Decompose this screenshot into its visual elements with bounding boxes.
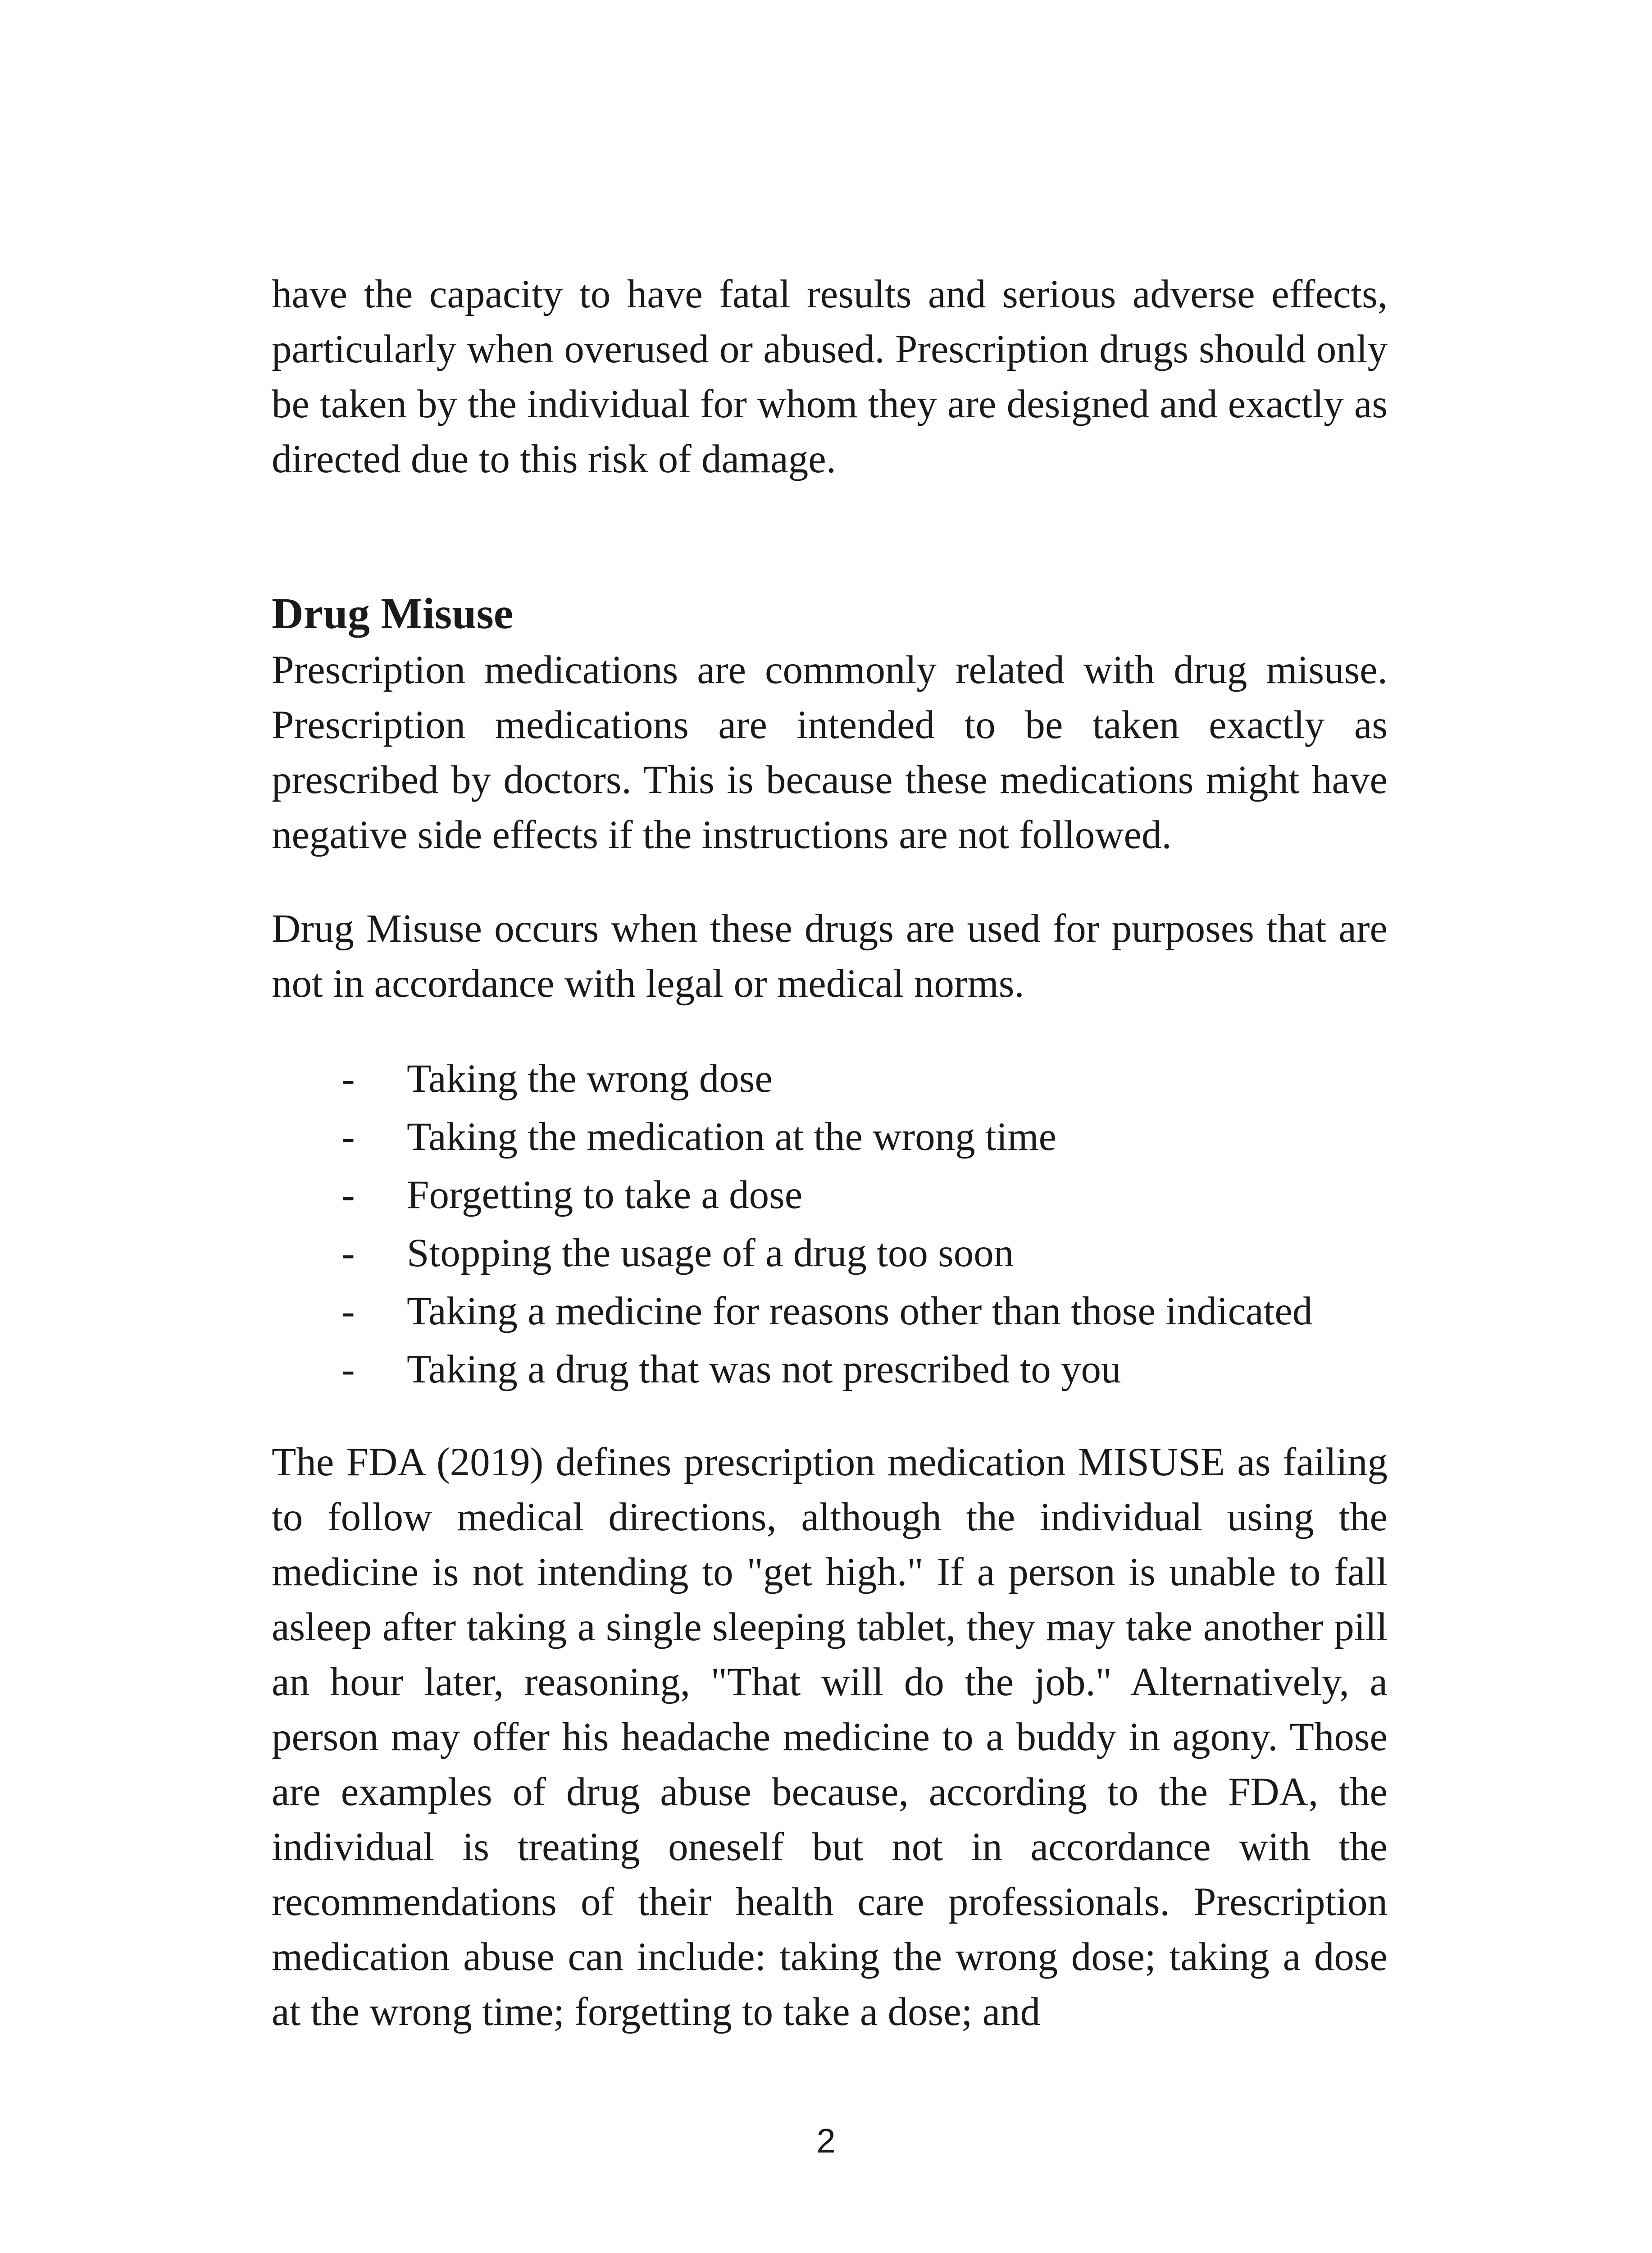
list-item bbox=[272, 1108, 1388, 1166]
list-item bbox=[272, 1050, 1388, 1108]
section-heading: Drug Misuse bbox=[272, 589, 514, 638]
list-item-text: Taking the wrong dose bbox=[407, 1057, 773, 1101]
list-bullet: - bbox=[341, 1347, 355, 1391]
list-item-text: Taking the medication at the wrong time bbox=[407, 1115, 1057, 1159]
fda-paragraph: The FDA (2019) defines prescription medication MISUSE as failing to follow medical directions, although the individual using the medicine is not intending to "get high." If a person is unable to fall asleep after taking a single sleeping tablet, they may take another pill an hour later, reasoning, "That will do the job." Alternatively, a person may offer his headache medicine to a buddy in agony. Those are examples of drug abuse because, according to the FDA, the individual is treating oneself but not in accordance with the recommendations of their health care professionals. Prescription medication abuse can include: taking the wrong dose; taking a dose at the wrong time; forgetting to take a dose; and bbox=[272, 1440, 1388, 2034]
list-item-text: Taking a drug that was not prescribed to you bbox=[407, 1347, 1121, 1391]
list-bullet: - bbox=[341, 1289, 355, 1333]
misuse-definition-paragraph: Drug Misuse occurs when these drugs are used for purposes that are not in accordance with legal or medical norms. bbox=[272, 907, 1388, 1006]
list-item bbox=[272, 1224, 1388, 1282]
misuse-examples-list bbox=[272, 1050, 1388, 1399]
list-bullet: - bbox=[341, 1057, 355, 1101]
list-item-text: Forgetting to take a dose bbox=[407, 1173, 803, 1217]
list-bullet: - bbox=[341, 1231, 355, 1275]
list-item-text: Taking a medicine for reasons other than those indicated bbox=[407, 1289, 1313, 1333]
list-item-text: Stopping the usage of a drug too soon bbox=[407, 1231, 1014, 1275]
page-body bbox=[272, 267, 1388, 2039]
intro-paragraph: have the capacity to have fatal results and serious adverse effects, particularly when overused or abused. Prescription drugs should only be taken by the individual for whom they are designed and exactly as directed due to this risk of damage. bbox=[272, 272, 1388, 481]
list-item bbox=[272, 1282, 1388, 1341]
page-number: 2 bbox=[816, 2122, 836, 2160]
list-bullet: - bbox=[341, 1173, 355, 1217]
list-item bbox=[272, 1166, 1388, 1224]
misuse-intro-paragraph: Prescription medications are commonly related with drug misuse. Prescription medications are intended to be taken exactly as prescribed by doctors. This is because these medications might have negative side effects if the instructions are not followed. bbox=[272, 648, 1388, 857]
list-item bbox=[272, 1341, 1388, 1399]
list-bullet: - bbox=[341, 1115, 355, 1159]
